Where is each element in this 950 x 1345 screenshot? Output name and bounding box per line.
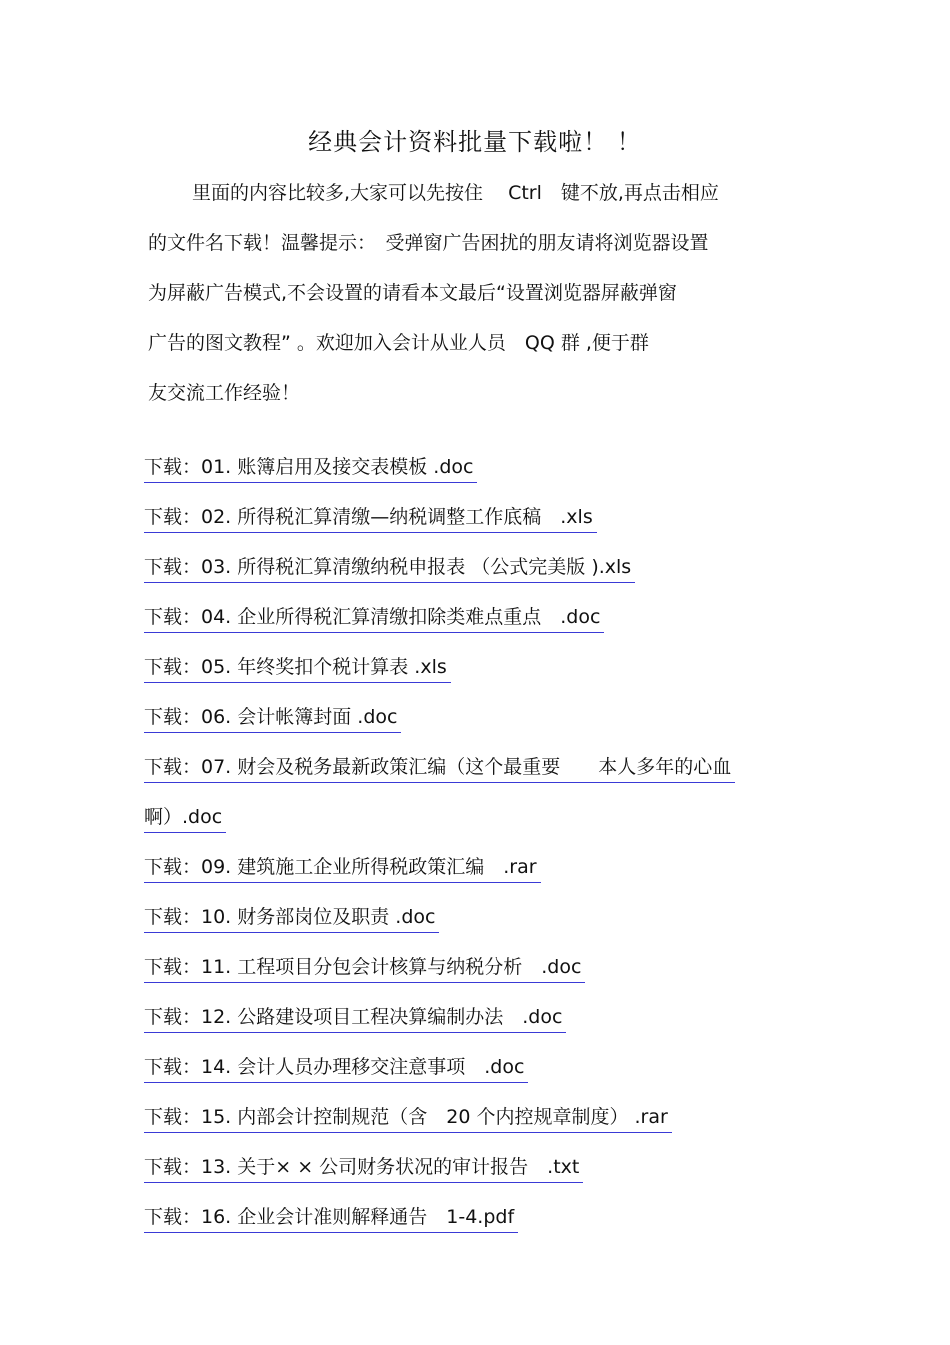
list-item (144, 1100, 824, 1150)
page-title: 经典会计资料批量下载啦！ ！ (308, 128, 642, 156)
list-item (144, 850, 824, 900)
download-link-06[interactable]: 下载：06. 会计帐簿封面 .doc (144, 702, 401, 733)
list-item (144, 650, 824, 700)
download-link-07[interactable]: 下载：07. 财会及税务最新政策汇编（这个最重要 本人多年的心血 (144, 752, 735, 783)
list-item (144, 1050, 824, 1100)
list-item (144, 750, 824, 800)
download-link-11[interactable]: 下载：11. 工程项目分包会计核算与纳税分析 .doc (144, 952, 585, 983)
download-link-01[interactable]: 下载：01. 账簿启用及接交表模板 .doc (144, 452, 477, 483)
list-item (144, 950, 824, 1000)
download-link-04[interactable]: 下载：04. 企业所得税汇算清缴扣除类难点重点 .doc (144, 602, 604, 633)
intro-line: 为屏蔽广告模式,不会设置的请看本文最后“设置浏览器屏蔽弹窗 (148, 282, 677, 304)
download-link-12[interactable]: 下载：12. 公路建设项目工程决算编制办法 .doc (144, 1002, 566, 1033)
download-link-05[interactable]: 下载：05. 年终奖扣个税计算表 .xls (144, 652, 451, 683)
list-item (144, 450, 824, 500)
download-link-07-continued[interactable]: 啊）.doc (144, 802, 226, 833)
download-link-14[interactable]: 下载：14. 会计人员办理移交注意事项 .doc (144, 1052, 528, 1083)
intro-line: 里面的内容比较多,大家可以先按住 Ctrl 键不放,再点击相应 (192, 182, 719, 204)
intro-line: 友交流工作经验！ (148, 382, 301, 404)
list-item (144, 700, 824, 750)
list-item (144, 550, 824, 600)
intro-line: 的文件名下载！温馨提示： 受弹窗广告困扰的朋友请将浏览器设置 (148, 232, 709, 254)
intro-line: 广告的图文教程” 。欢迎加入会计从业人员 QQ 群 ,便于群 (148, 332, 649, 354)
download-link-02[interactable]: 下载：02. 所得税汇算清缴—纳税调整工作底稿 .xls (144, 502, 597, 533)
intro-paragraph (148, 176, 798, 426)
download-list (144, 450, 824, 1250)
list-item (144, 1150, 824, 1200)
download-link-10[interactable]: 下载：10. 财务部岗位及职责 .doc (144, 902, 439, 933)
download-link-13[interactable]: 下载：13. 关于× × 公司财务状况的审计报告 .txt (144, 1152, 583, 1183)
download-link-03[interactable]: 下载：03. 所得税汇算清缴纳税申报表 （公式完美版 ).xls (144, 552, 635, 583)
download-link-15[interactable]: 下载：15. 内部会计控制规范（含 20 个内控规章制度） .rar (144, 1102, 672, 1133)
list-item (144, 600, 824, 650)
list-item (144, 1200, 824, 1250)
list-item (144, 1000, 824, 1050)
list-item (144, 800, 824, 850)
list-item (144, 900, 824, 950)
download-link-16[interactable]: 下载：16. 企业会计准则解释通告 1-4.pdf (144, 1202, 518, 1233)
download-link-09[interactable]: 下载：09. 建筑施工企业所得税政策汇编 .rar (144, 852, 541, 883)
list-item (144, 500, 824, 550)
